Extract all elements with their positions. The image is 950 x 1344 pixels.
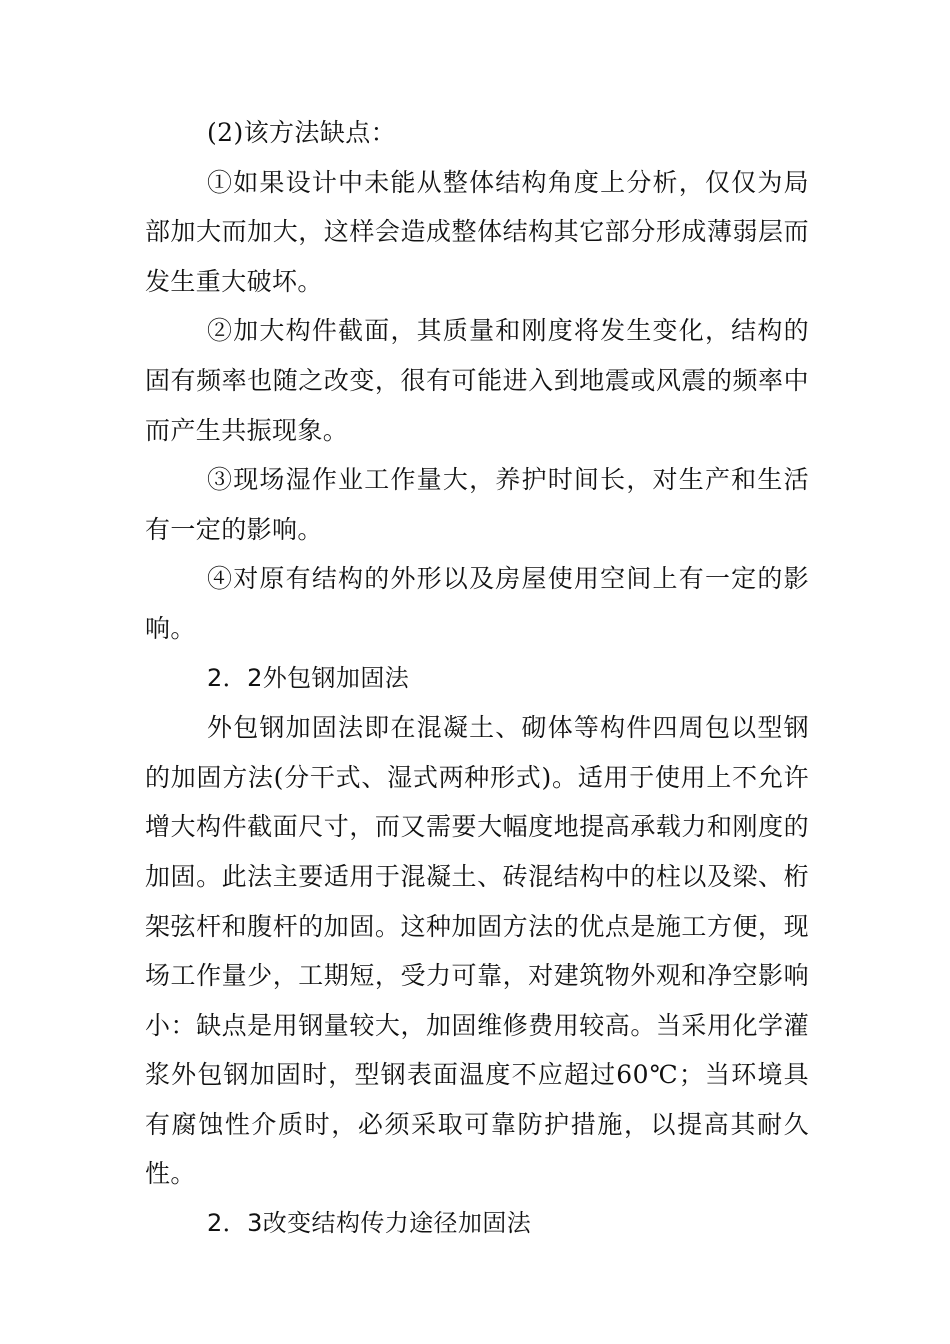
paragraph-disadvantage-4: ④对原有结构的外形以及房屋使用空间上有一定的影响。 — [145, 564, 809, 643]
document-body — [145, 108, 809, 1249]
paragraph-disadvantage-3: ③现场湿作业工作量大，养护时间长，对生产和生活有一定的影响。 — [145, 465, 809, 544]
section-heading-2-3: 2．3改变结构传力途径加固法 — [207, 1209, 532, 1238]
subheading-disadvantages: (2)该方法缺点： — [207, 118, 397, 147]
paragraph-disadvantage-1: ①如果设计中未能从整体结构角度上分析，仅仅为局部加大而加大，这样会造成整体结构其它部分形成薄弱层而发生重大破坏。 — [145, 167, 809, 296]
paragraph-disadvantage-2: ②加大构件截面，其质量和刚度将发生变化，结构的固有频率也随之改变，很有可能进入到地震或风震的频率中而产生共振现象。 — [145, 316, 809, 445]
paragraph-steel-encasement: 外包钢加固法即在混凝土、砌体等构件四周包以型钢的加固方法(分干式、湿式两种形式)。适用于使用上不允许增大构件截面尺寸，而又需要大幅度地提高承载力和刚度的加固。此法主要适用于混凝土、砖混结构中的柱以及梁、桁架弦杆和腹杆的加固。这种加固方法的优点是施工方便，现场工作量少，工期短，受力可靠，对建筑物外观和净空影响小：缺点是用钢量较大，加固维修费用较高。当采用化学灌浆外包钢加固时，型钢表面温度不应超过60℃；当环境具有腐蚀性介质时，必须采取可靠防护措施，以提高其耐久性。 — [145, 713, 809, 1189]
section-heading-2-2: 2．2外包钢加固法 — [207, 663, 410, 692]
